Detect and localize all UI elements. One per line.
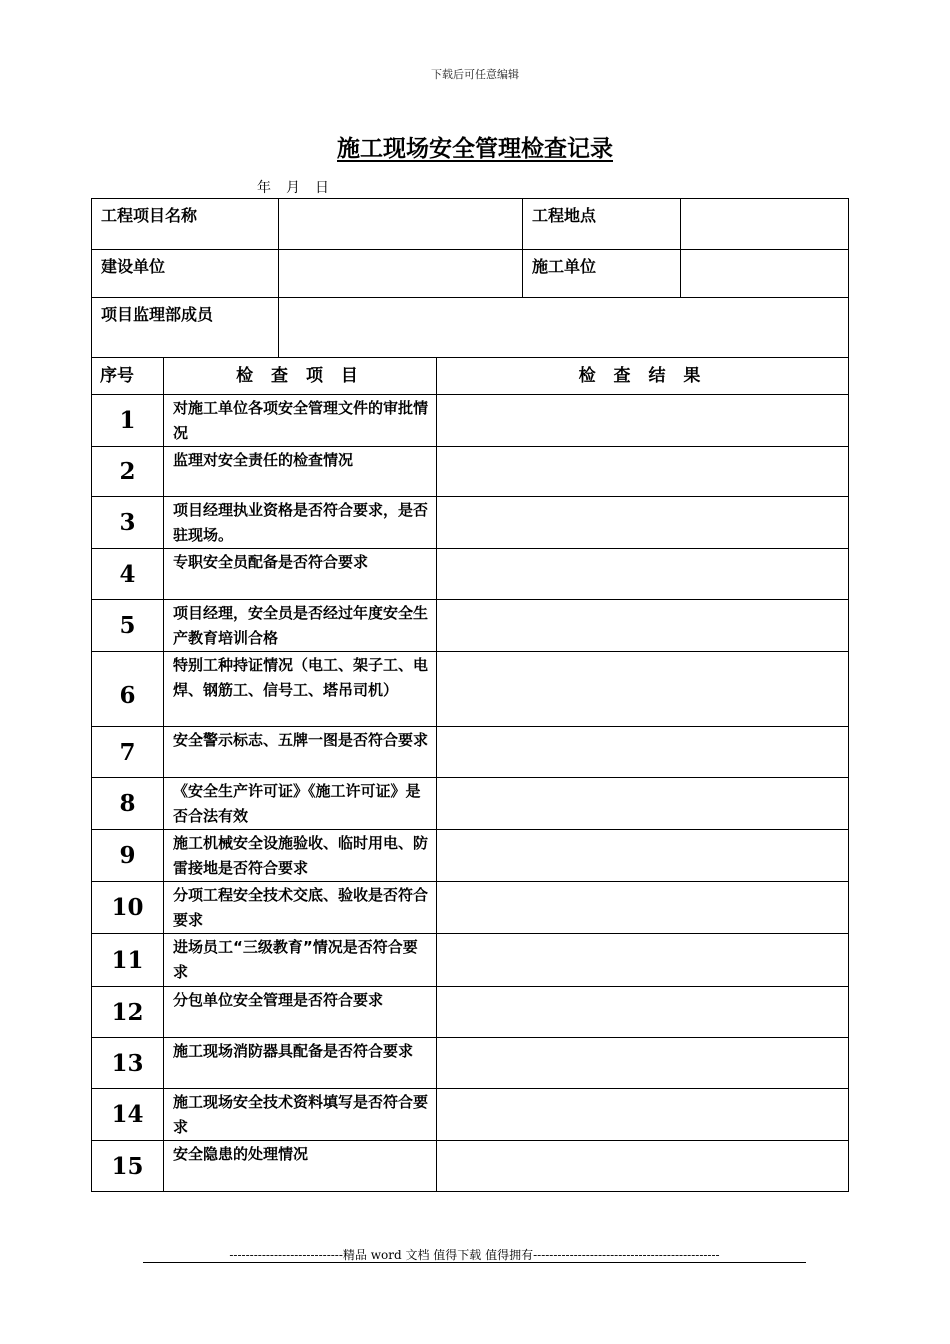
result-column-header: 检 查 结 果 — [437, 358, 849, 395]
check-item: 施工现场消防器具配备是否符合要求 — [164, 1038, 437, 1089]
row-number: 1 — [92, 395, 164, 447]
footer-divider — [143, 1262, 806, 1263]
table-row — [92, 778, 849, 830]
check-result-field[interactable] — [437, 1089, 849, 1141]
table-row — [92, 830, 849, 882]
check-result-field[interactable] — [437, 934, 849, 987]
check-result-field[interactable] — [437, 395, 849, 447]
supervisors-field[interactable] — [279, 298, 849, 358]
info-row-project — [92, 199, 849, 250]
check-result-field[interactable] — [437, 1141, 849, 1192]
check-item: 进场员工“三级教育”情况是否符合要求 — [164, 934, 437, 987]
table-row — [92, 549, 849, 600]
supervisors-label: 项目监理部成员 — [92, 298, 279, 358]
row-number: 12 — [92, 987, 164, 1038]
check-item: 安全隐患的处理情况 — [164, 1141, 437, 1192]
check-item: 分项工程安全技术交底、验收是否符合要求 — [164, 882, 437, 934]
check-item: 专职安全员配备是否符合要求 — [164, 549, 437, 600]
table-row — [92, 1038, 849, 1089]
item-column-header: 检 查 项 目 — [164, 358, 437, 395]
check-item: 项目经理，安全员是否经过年度安全生产教育培训合格 — [164, 600, 437, 652]
table-row — [92, 497, 849, 549]
table-row — [92, 395, 849, 447]
row-number: 3 — [92, 497, 164, 549]
row-number: 15 — [92, 1141, 164, 1192]
table-row — [92, 882, 849, 934]
row-number: 8 — [92, 778, 164, 830]
header-note: 下载后可任意编辑 — [431, 68, 519, 81]
table-row — [92, 447, 849, 497]
table-row — [92, 1089, 849, 1141]
check-result-field[interactable] — [437, 987, 849, 1038]
row-number: 7 — [92, 727, 164, 778]
check-item: 《安全生产许可证》《施工许可证》是否合法有效 — [164, 778, 437, 830]
row-number: 4 — [92, 549, 164, 600]
check-item: 安全警示标志、五牌一图是否符合要求 — [164, 727, 437, 778]
location-label: 工程地点 — [523, 199, 681, 250]
check-item: 项目经理执业资格是否符合要求，是否驻现场。 — [164, 497, 437, 549]
table-row — [92, 727, 849, 778]
project-name-field[interactable] — [279, 199, 523, 250]
row-number: 6 — [92, 652, 164, 727]
check-item: 监理对安全责任的检查情况 — [164, 447, 437, 497]
contractor-field[interactable] — [681, 250, 849, 298]
row-number: 13 — [92, 1038, 164, 1089]
footer-note: ----------------------------精品 word 文档 值得下载 值得拥有---------------------------------------------- — [229, 1248, 720, 1262]
check-result-field[interactable] — [437, 1038, 849, 1089]
check-item: 对施工单位各项安全管理文件的审批情况 — [164, 395, 437, 447]
inspection-form-table — [91, 198, 849, 1192]
document-title: 施工现场安全管理检查记录 — [337, 136, 613, 162]
info-row-supervisors — [92, 298, 849, 358]
location-field[interactable] — [681, 199, 849, 250]
date-month-label: 月 — [286, 180, 300, 196]
table-row — [92, 652, 849, 727]
row-number: 11 — [92, 934, 164, 987]
table-row — [92, 1141, 849, 1192]
row-number: 2 — [92, 447, 164, 497]
date-day-label: 日 — [315, 180, 329, 196]
contractor-label: 施工单位 — [523, 250, 681, 298]
check-result-field[interactable] — [437, 447, 849, 497]
check-result-field[interactable] — [437, 652, 849, 727]
check-result-field[interactable] — [437, 882, 849, 934]
date-year-label: 年 — [257, 180, 271, 196]
check-result-field[interactable] — [437, 600, 849, 652]
row-number: 10 — [92, 882, 164, 934]
table-row — [92, 600, 849, 652]
check-result-field[interactable] — [437, 549, 849, 600]
row-number: 14 — [92, 1089, 164, 1141]
check-item: 分包单位安全管理是否符合要求 — [164, 987, 437, 1038]
check-item: 施工机械安全设施验收、临时用电、防雷接地是否符合要求 — [164, 830, 437, 882]
check-result-field[interactable] — [437, 778, 849, 830]
check-result-field[interactable] — [437, 727, 849, 778]
date-line — [257, 177, 344, 197]
builder-field[interactable] — [279, 250, 523, 298]
check-item: 施工现场安全技术资料填写是否符合要求 — [164, 1089, 437, 1141]
check-result-field[interactable] — [437, 830, 849, 882]
project-name-label: 工程项目名称 — [92, 199, 279, 250]
table-row — [92, 987, 849, 1038]
row-number: 5 — [92, 600, 164, 652]
check-result-field[interactable] — [437, 497, 849, 549]
seq-column-header: 序号 — [92, 358, 164, 395]
info-row-units — [92, 250, 849, 298]
column-header-row — [92, 358, 849, 395]
builder-label: 建设单位 — [92, 250, 279, 298]
check-item: 特别工种持证情况（电工、架子工、电焊、钢筋工、信号工、塔吊司机） — [164, 652, 437, 727]
table-row — [92, 934, 849, 987]
row-number: 9 — [92, 830, 164, 882]
